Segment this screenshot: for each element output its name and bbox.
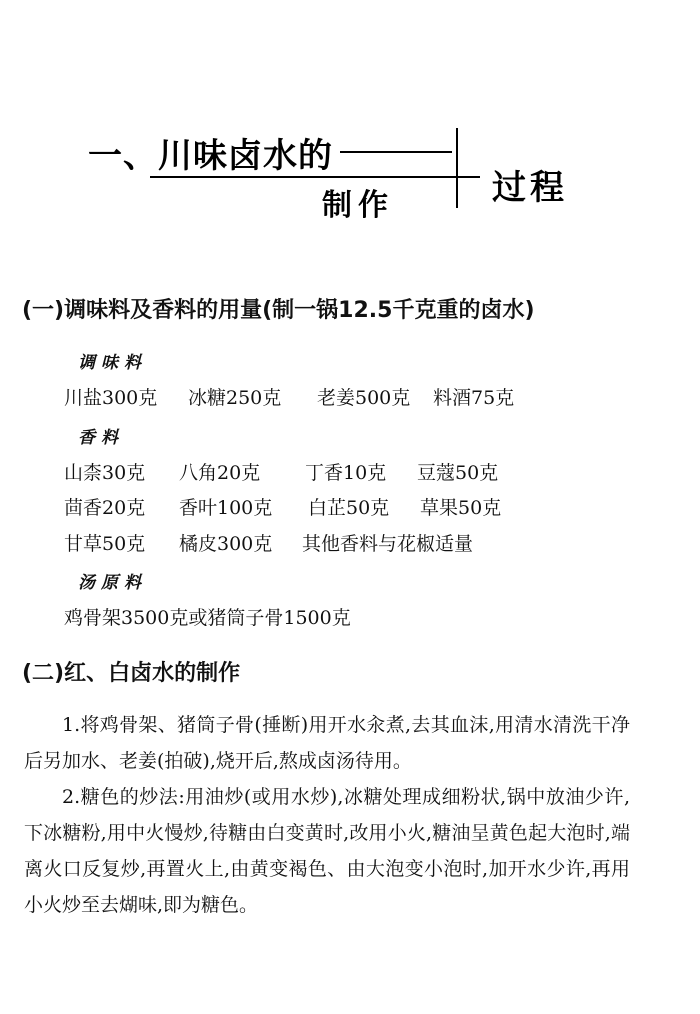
title-rule-vertical (456, 128, 458, 208)
ingredient-item: 山柰30克 (64, 462, 146, 484)
chapter-title-part1: 一、川味卤水的 (88, 136, 333, 176)
ingredient-item: 豆蔻50克 (417, 462, 499, 484)
ingredient-item: 鸡骨架3500克或猪筒子骨1500克 (64, 607, 351, 629)
spices-label: 香料 (78, 428, 124, 448)
title-rule-long (150, 176, 480, 178)
ingredient-item: 冰糖250克 (188, 387, 282, 409)
ingredient-item: 白芷50克 (308, 497, 390, 519)
ingredient-item: 料酒75克 (433, 387, 515, 409)
ingredient-item: 川盐300克 (64, 387, 158, 409)
section2-heading: (二)红、白卤水的制作 (22, 661, 241, 686)
step-paragraph-1: 1.将鸡骨架、猪筒子骨(捶断)用开水汆煮,去其血沫,用清水清洗干净后另加水、老姜(拍破),烧开后,熬成卤汤待用。 (24, 714, 630, 772)
seasoning-label: 调味料 (78, 353, 147, 373)
chapter-title-part2: 制作 (322, 188, 394, 223)
ingredient-item: 茴香20克 (64, 497, 146, 519)
ingredient-item: 其他香料与花椒适量 (302, 533, 474, 555)
ingredient-item: 橘皮300克 (179, 533, 273, 555)
stock-label: 汤原料 (78, 573, 147, 593)
step-paragraph-2: 2.糖色的炒法:用油炒(或用水炒),冰糖处理成细粉状,锅中放油少许,下冰糖粉,用中火慢炒,待糖由白变黄时,改用小火,糖油呈黄色起大泡时,端离火口反复炒,再置火上,由黄变褐色、由大泡变小泡时,加开水少许,再用小火炒至去煳味,即为糖色。 (24, 786, 630, 916)
section1-heading: (一)调味料及香料的用量(制一锅12.5千克重的卤水) (22, 298, 535, 323)
chapter-title-part3: 过程 (492, 168, 568, 208)
ingredient-item: 丁香10克 (305, 462, 387, 484)
ingredient-item: 草果50克 (420, 497, 502, 519)
title-rule-short (340, 151, 452, 153)
ingredient-item: 甘草50克 (64, 533, 146, 555)
ingredient-item: 八角20克 (179, 462, 261, 484)
ingredient-item: 香叶100克 (179, 497, 273, 519)
ingredient-item: 老姜500克 (317, 387, 411, 409)
